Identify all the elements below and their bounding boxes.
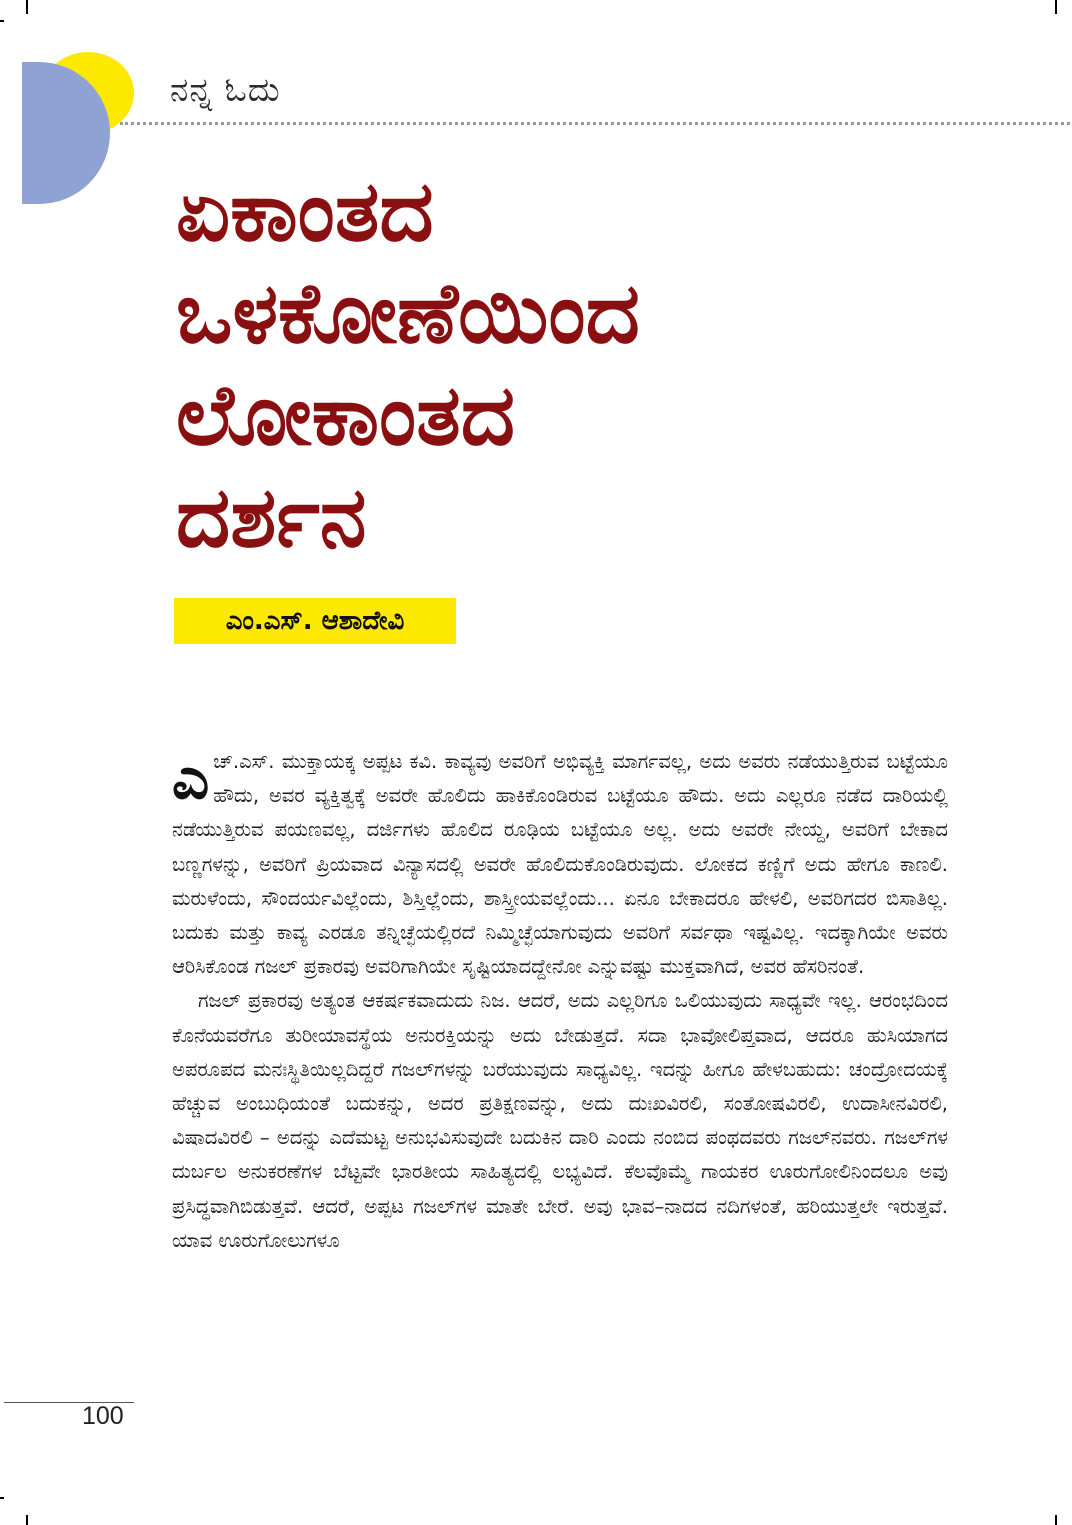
title-line-4: ದರ್ಶನ — [176, 468, 367, 566]
page-number: 100 — [82, 1402, 124, 1430]
author-byline: ಎಂ.ಎಸ್. ಆಶಾದೇವಿ — [174, 598, 456, 644]
dotted-divider — [120, 122, 1070, 125]
article-title — [176, 160, 1056, 568]
title-line-1: ಏಕಾಂತದ — [176, 162, 434, 260]
paragraph — [172, 984, 948, 1258]
crop-mark-top-right — [1055, 0, 1057, 14]
paragraph-2-text: ಗಜಲ್ ಪ್ರಕಾರವು ಅತ್ಯಂತ ಆಕರ್ಷಕವಾದುದು ನಿಜ. ಆದರೆ, ಅದು ಎಲ್ಲರಿಗೂ ಒಲಿಯುವುದು ಸಾಧ್ಯವೇ ಇಲ್ಲ. ಆರಂಭದಿಂದ ಕೊನೆಯವರೆಗೂ ತುರೀಯಾವಸ್ಥೆಯ ಅನುರಕ್ತಿಯನ್ನು ಅದು ಬೇಡುತ್ತದೆ. ಸದಾ ಭಾವೋಲಿಪ್ತವಾದ, ಆದರೂ ಹುಸಿಯಾಗದ ಅಪರೂಪದ ಮನಃಸ್ಥಿತಿಯಿಲ್ಲದಿದ್ದರೆ ಗಜಲ್‌ಗಳನ್ನು ಬರೆಯುವುದು ಸಾಧ್ಯವಿಲ್ಲ. ಇದನ್ನು ಹೀಗೂ ಹೇಳಬಹುದು: ಚಂದ್ರೋದಯಕ್ಕೆ ಹೆಚ್ಚುವ ಅಂಬುಧಿಯಂತೆ ಬದುಕನ್ನು, ಅದರ ಪ್ರತಿಕ್ಷಣವನ್ನು, ಅದು ದುಃಖವಿರಲಿ, ಸಂತೋಷವಿರಲಿ, ಉದಾಸೀನವಿರಲಿ, ವಿಷಾದವಿರಲಿ – ಅದನ್ನು ಎದೆಮಟ್ಟ ಅನುಭವಿಸುವುದೇ ಬದುಕಿನ ದಾರಿ ಎಂದು ನಂಬಿದ ಪಂಥದವರು ಗಜಲ್‌ನವರು. ಗಜಲ್‌ಗಳ ದುರ್ಬಲ ಅನುಕರಣೆಗಳ ಬೆಟ್ಟವೇ ಭಾರತೀಯ ಸಾಹಿತ್ಯದಲ್ಲಿ ಲಭ್ಯವಿದೆ. ಕೆಲವೊಮ್ಮೆ ಗಾಯಕರ ಊರುಗೋಲಿನಿಂದಲೂ ಅವು ಪ್ರಸಿದ್ಧವಾಗಿಬಿಡುತ್ತವೆ. ಆದರೆ, ಅಪ್ಪಟ ಗಜಲ್‌ಗಳ ಮಾತೇ ಬೇರೆ. ಅವು ಭಾವ–ನಾದದ ನದಿಗಳಂತೆ, ಹರಿಯುತ್ತಲೇ ಇರುತ್ತವೆ. ಯಾವ ಊರುಗೋಲುಗಳೂ — [172, 989, 948, 1252]
title-line-3: ಲೋಕಾಂತದ — [176, 366, 516, 464]
paragraph — [172, 745, 948, 984]
paragraph-1-text: ಚ್.ಎಸ್. ಮುಕ್ತಾಯಕ್ಕ ಅಪ್ಪಟ ಕವಿ. ಕಾವ್ಯವು ಅವರಿಗೆ ಅಭಿವ್ಯಕ್ತಿ ಮಾರ್ಗವಲ್ಲ, ಅದು ಅವರು ನಡೆಯುತ್ತಿರುವ ಬಟ್ಟೆಯೂ ಹೌದು, ಅವರ ವ್ಯಕ್ತಿತ್ವಕ್ಕೆ ಅವರೇ ಹೊಲಿದು ಹಾಕಿಕೊಂಡಿರುವ ಬಟ್ಟೆಯೂ ಹೌದು. ಅದು ಎಲ್ಲರೂ ನಡೆದ ದಾರಿಯಲ್ಲಿ ನಡೆಯುತ್ತಿರುವ ಪಯಣವಲ್ಲ, ದರ್ಜಿಗಳು ಹೊಲಿದ ರೂಢಿಯ ಬಟ್ಟೆಯೂ ಅಲ್ಲ. ಅದು ಅವರೇ ನೇಯ್ದ, ಅವರಿಗೆ ಬೇಕಾದ ಬಣ್ಣಗಳನ್ನು, ಅವರಿಗೆ ಪ್ರಿಯವಾದ ವಿನ್ಯಾಸದಲ್ಲಿ ಅವರೇ ಹೊಲಿದುಕೊಂಡಿರುವುದು. ಲೋಕದ ಕಣ್ಣಿಗೆ ಅದು ಹೇಗೂ ಕಾಣಲಿ. ಮರುಳೆಂದು, ಸೌಂದರ್ಯವಿಲ್ಲೆಂದು, ಶಿಸ್ತಿಲ್ಲೆಂದು, ಶಾಸ್ತ್ರೀಯವಲ್ಲೆಂದು... ಏನೂ ಬೇಕಾದರೂ ಹೇಳಲಿ, ಅವರಿಗದರ ಬಿಸಾತಿಲ್ಲ. ಬದುಕು ಮತ್ತು ಕಾವ್ಯ ಎರಡೂ ತನ್ನಿಚ್ಛೆಯಲ್ಲಿರದೆ ನಿಮ್ಮಿಚ್ಛೆಯಾಗುವುದು ಅವರಿಗೆ ಸರ್ವಥಾ ಇಷ್ಟವಿಲ್ಲ. ಇದಕ್ಕಾಗಿಯೇ ಅವರು ಆರಿಸಿಕೊಂಡ ಗಜಲ್ ಪ್ರಕಾರವು ಅವರಿಗಾಗಿಯೇ ಸೃಷ್ಟಿಯಾದದ್ದೇನೋ ಎನ್ನುವಷ್ಟು ಮುಕ್ತವಾಗಿದೆ, ಅವರ ಹೆಸರಿನಂತೆ. — [172, 750, 948, 979]
crop-mark-top-left — [26, 0, 28, 14]
section-label: ನನ್ನ ಓದು — [170, 70, 281, 109]
drop-cap: ಎ — [172, 744, 210, 812]
article-body — [172, 745, 948, 1258]
crop-mark-left-top — [0, 20, 4, 22]
crop-mark-left-bottom — [0, 1497, 4, 1499]
crop-mark-bottom-right — [1055, 1515, 1057, 1525]
crop-mark-bottom-left — [26, 1515, 28, 1525]
title-line-2: ಒಳಕೋಣೆಯಿಂದ — [176, 264, 640, 362]
